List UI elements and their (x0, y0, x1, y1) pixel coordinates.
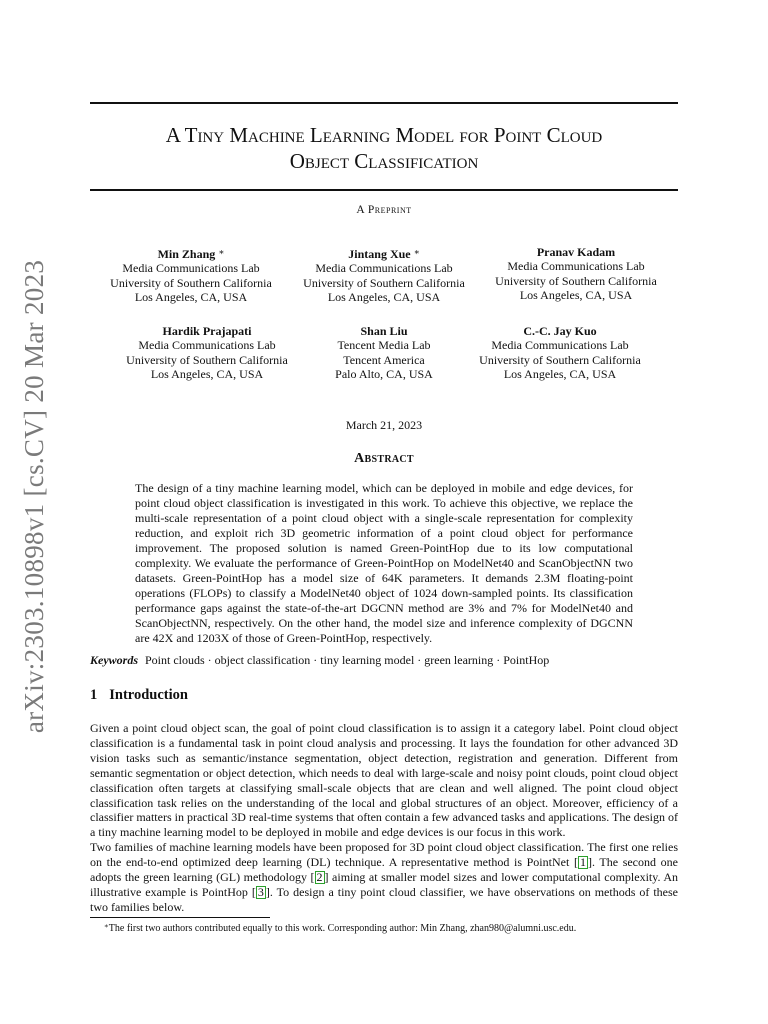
author-location: Los Angeles, CA, USA (327, 289, 441, 304)
author-institution: University of Southern California (303, 275, 465, 290)
footnote-text: The first two authors contributed equally to this work. Corresponding author: Min Zhang, zhan980@alumni.usc.edu. (108, 923, 577, 934)
intro-paragraph-2: Two families of machine learning models have been proposed for 3D point cloud object classification. The first one relies on the end-to-end optimized deep learning (DL) technique. A representative method is PointNet [ 1 ]. The second one adopts the green learning (GL) methodology [ 2 ] aiming at smaller model sizes and lower computational complexity. An illustrative example is PointHop [ 3 ]. To design a tiny point cloud classifier, we have observations on methods of these two families below. (90, 840, 678, 914)
abstract-heading: Abstract (354, 451, 414, 466)
author-name: Jintang Xue ∗ (348, 247, 420, 261)
paper-title (90, 122, 678, 174)
equal-contribution-mark: ∗ (413, 247, 420, 257)
citation-link[interactable]: 2 (316, 869, 323, 884)
title-bottom-rule (90, 189, 678, 191)
arxiv-identifier (12, 259, 58, 733)
author-affiliation: Media Communications Lab (138, 338, 276, 353)
author-block (476, 245, 676, 302)
author-affiliation: Media Communications Lab (507, 259, 645, 274)
keywords-line (90, 653, 678, 668)
citation-link[interactable]: 3 (257, 884, 264, 899)
section-heading-introduction (90, 687, 188, 704)
publication-date: March 21, 2023 (345, 418, 423, 432)
author-block (284, 245, 484, 304)
author-location: Los Angeles, CA, USA (519, 287, 633, 302)
intro-paragraph-1: Given a point cloud object scan, the goal of point cloud classification is to assign it a category label. Point cloud object classification is a fundamental task in point cloud analysis and processing. It lays the foundation for other advanced 3D vision tasks such as semantic/instance segmentation, object detection, registration and generation. Different from semantic segmentation or object detection, which needs to deal with large-scale and noisy point clouds, point cloud object classification often targets at classifying small-scale objects that are clean and well aligned. The point cloud object classification task relies on the understanding of the local and global structures of an object. Moreover, efficiency of a classifier matters in practical 3D real-time systems that often contain a few advanced tasks and applications. The design of a tiny machine learning model to be deployed in mobile and edge devices is our focus in this work. (90, 721, 678, 840)
footnote-rule (90, 917, 270, 918)
section-title: Introduction (109, 687, 188, 703)
author-block (107, 324, 307, 381)
author-affiliation: Media Communications Lab (491, 338, 629, 353)
author-name: Min Zhang ∗ (157, 247, 225, 261)
author-location: Los Angeles, CA, USA (503, 366, 617, 381)
author-institution: University of Southern California (495, 273, 657, 288)
author-institution: University of Southern California (126, 352, 288, 367)
keywords-list: Point clouds · object classification · tiny learning model · green learning · PointHop (145, 653, 550, 667)
paper-title-line-2: Object Classification (289, 149, 479, 173)
author-affiliation: Media Communications Lab (122, 261, 260, 276)
author-affiliation: Tencent Media Lab (337, 338, 431, 353)
section-number: 1 (90, 687, 98, 703)
preprint-label: A Preprint (356, 204, 412, 216)
footnote-mark: ∗ (104, 922, 109, 930)
author-location: Palo Alto, CA, USA (335, 366, 433, 381)
author-institution: Tencent America (343, 352, 425, 367)
arxiv-identifier-text: arXiv:2303.10898v1 [cs.CV] 20 Mar 2023 (19, 259, 50, 733)
author-block (460, 324, 660, 381)
author-location: Los Angeles, CA, USA (150, 366, 264, 381)
keywords-label: Keywords (90, 653, 138, 667)
author-name: Hardik Prajapati (162, 324, 252, 338)
abstract-body: The design of a tiny machine learning model, which can be deployed in mobile and edge devices, for point cloud object classification is investigated in this work. To achieve this objective, we replace the multi-scale representation of a point cloud object with a single-scale representation for complexity reduction, and exploit rich 3D geometric information of a point cloud object for performance improvement. The proposed solution is named Green-PointHop due to its low computational complexity. We evaluate the performance of Green-PointHop on ModelNet40 and ScanObjectNN two datasets. Green-PointHop has a model size of 64K parameters. It demands 2.3M floating-point operations (FLOPs) to classify a ModelNet40 object of 1024 down-sampled points. Its classification performance gaps against the state-of-the-art DGCNN method are 3% and 7% for ModelNet40 and ScanObjectNN, respectively. On the other hand, the model size and inference complexity of DGCNN are 42X and 1203X of those of Green-PointHop, respectively. (135, 481, 633, 645)
author-name: Pranav Kadam (536, 245, 616, 259)
author-name: C.-C. Jay Kuo (523, 324, 597, 338)
author-location: Los Angeles, CA, USA (134, 289, 248, 304)
author-institution: University of Southern California (110, 275, 272, 290)
author-affiliation: Media Communications Lab (315, 261, 453, 276)
author-institution: University of Southern California (479, 352, 641, 367)
author-block (284, 324, 484, 381)
title-top-rule (90, 102, 678, 104)
footnote (104, 920, 576, 935)
author-block (91, 245, 291, 304)
equal-contribution-mark: ∗ (218, 247, 225, 257)
author-name: Shan Liu (360, 324, 408, 338)
paper-title-line-1: A Tiny Machine Learning Model for Point Cloud (165, 123, 603, 147)
citation-link[interactable]: 1 (579, 854, 586, 869)
